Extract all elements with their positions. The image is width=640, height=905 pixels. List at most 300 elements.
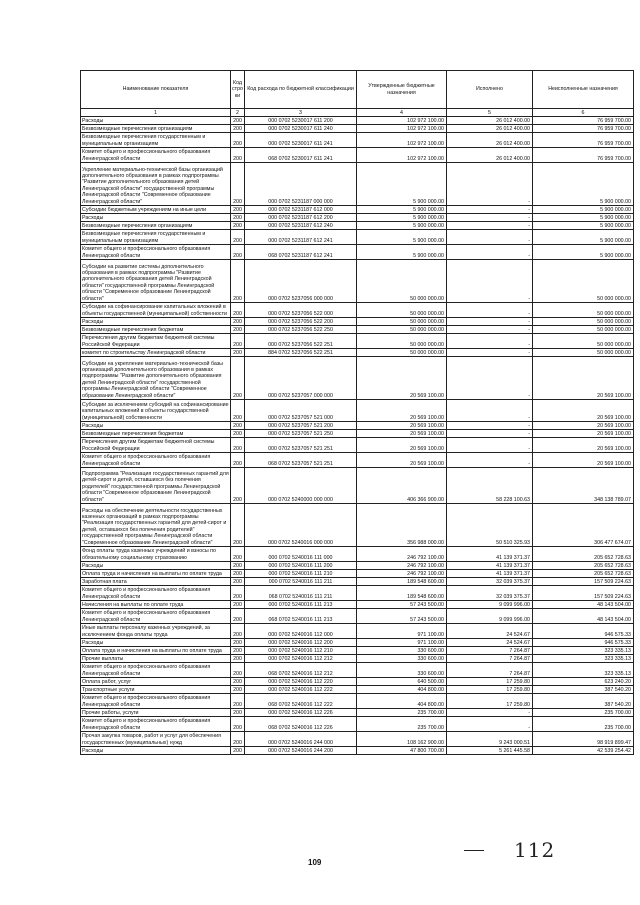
row-executed-amount: -: [447, 260, 533, 303]
row-line-code: 200: [231, 163, 245, 206]
handwritten-dash: [464, 850, 484, 851]
row-budget-code: 000 0702 5240016 244 200: [245, 747, 357, 755]
row-executed-amount: -: [447, 214, 533, 222]
row-approved-amount: 102 972 100.00: [357, 148, 447, 163]
row-budget-code: 000 0702 5240016 112 226: [245, 709, 357, 717]
row-name: Субсидии на софинансирование капитальных вложений в объекты государственной (муниципальной) собственности: [81, 303, 231, 318]
table-row: [81, 586, 634, 601]
row-name: Комитет общего и профессионального образования Ленинградской области: [81, 245, 231, 260]
row-name: Заработная плата: [81, 578, 231, 586]
row-approved-amount: 189 548 600.00: [357, 578, 447, 586]
row-unexecuted-amount: 48 143 504.00: [533, 601, 634, 609]
header-executed: Исполнено: [447, 71, 533, 109]
row-name: Комитет общего и профессионального образования Ленинградской области: [81, 694, 231, 709]
row-budget-code: 000 0702 5240016 111 213: [245, 601, 357, 609]
row-approved-amount: 57 243 500.00: [357, 609, 447, 624]
row-approved-amount: 20 569 100.00: [357, 422, 447, 430]
table-row: [81, 318, 634, 326]
row-line-code: 200: [231, 578, 245, 586]
row-approved-amount: 356 988 000.00: [357, 504, 447, 547]
row-executed-amount: -: [447, 357, 533, 400]
table-row: [81, 453, 634, 468]
row-approved-amount: 406 366 900.00: [357, 468, 447, 504]
row-budget-code: 000 0702 5237056 522 200: [245, 318, 357, 326]
row-approved-amount: 20 569 100.00: [357, 357, 447, 400]
row-executed-amount: 24 524.67: [447, 639, 533, 647]
table-header: [81, 71, 634, 117]
row-budget-code: 000 0702 5231187 000 000: [245, 163, 357, 206]
row-approved-amount: 102 972 100.00: [357, 125, 447, 133]
table-row: [81, 570, 634, 578]
row-line-code: 200: [231, 570, 245, 578]
row-approved-amount: 108 162 900.00: [357, 732, 447, 747]
table-row: [81, 717, 634, 732]
row-unexecuted-amount: 20 569 100.00: [533, 438, 634, 453]
row-budget-code: 000 0702 5240016 244 000: [245, 732, 357, 747]
col-number: 6: [533, 109, 634, 117]
row-unexecuted-amount: 20 569 100.00: [533, 357, 634, 400]
row-name: Оплата труда и начисления на выплаты по оплате труда: [81, 570, 231, 578]
row-line-code: 200: [231, 504, 245, 547]
row-executed-amount: 41 139 371.37: [447, 547, 533, 562]
row-line-code: 200: [231, 747, 245, 755]
row-name: Перечисления другим бюджетам бюджетной системы Российской Федерации: [81, 334, 231, 349]
row-executed-amount: 32 039 375.37: [447, 586, 533, 601]
table-row: [81, 601, 634, 609]
row-line-code: 200: [231, 422, 245, 430]
row-executed-amount: -: [447, 318, 533, 326]
row-budget-code: 000 0702 5237056 522 251: [245, 334, 357, 349]
row-line-code: 200: [231, 357, 245, 400]
row-unexecuted-amount: 50 000 000.00: [533, 349, 634, 357]
row-line-code: 200: [231, 562, 245, 570]
row-name: Прочая закупка товаров, работ и услуг для обеспечения государственных (муниципальных) нужд: [81, 732, 231, 747]
row-approved-amount: 20 569 100.00: [357, 430, 447, 438]
row-name: Субсидии на укрепление материально-технической базы организаций дополнительного образования в рамках подпрограммы "Развитие дополнительного образования детей Ленинградской области" государственной программы Ленинградской области "Современное образование Ленинградской области": [81, 357, 231, 400]
row-approved-amount: 330 600.00: [357, 647, 447, 655]
row-budget-code: 068 0702 5240016 111 213: [245, 609, 357, 624]
table-row: [81, 609, 634, 624]
row-executed-amount: 17 259.80: [447, 694, 533, 709]
row-approved-amount: 971 100.00: [357, 639, 447, 647]
row-name: Прочие выплаты: [81, 655, 231, 663]
row-executed-amount: 26 012 400.00: [447, 148, 533, 163]
col-number: 5: [447, 109, 533, 117]
row-executed-amount: 9 099 996.00: [447, 609, 533, 624]
row-line-code: 200: [231, 468, 245, 504]
table-row: [81, 547, 634, 562]
row-unexecuted-amount: 5 900 000.00: [533, 206, 634, 214]
col-number: 1: [81, 109, 231, 117]
row-executed-amount: 50 510 325.93: [447, 504, 533, 547]
row-approved-amount: 971 100.00: [357, 624, 447, 639]
row-budget-code: 000 0702 5230017 611 240: [245, 125, 357, 133]
row-approved-amount: 57 243 500.00: [357, 601, 447, 609]
table-row: [81, 639, 634, 647]
header-name: Наименование показателя: [81, 71, 231, 109]
row-name: Расходы: [81, 117, 231, 125]
row-budget-code: 000 0702 5237056 522 000: [245, 303, 357, 318]
row-budget-code: 068 0702 5240016 112 222: [245, 694, 357, 709]
row-line-code: 200: [231, 438, 245, 453]
row-unexecuted-amount: 5 900 000.00: [533, 163, 634, 206]
row-executed-amount: 32 039 375.37: [447, 578, 533, 586]
row-line-code: 200: [231, 547, 245, 562]
row-name: Комитет общего и профессионального образования Ленинградской области: [81, 717, 231, 732]
col-number: 2: [231, 109, 245, 117]
table-row: [81, 438, 634, 453]
table-row: [81, 709, 634, 717]
row-approved-amount: 20 569 100.00: [357, 438, 447, 453]
row-budget-code: 000 0702 5240016 112 210: [245, 647, 357, 655]
row-approved-amount: 330 600.00: [357, 655, 447, 663]
table-row: [81, 647, 634, 655]
header-approved: Утвержденные бюджетные назначения: [357, 71, 447, 109]
row-name: Комитет общего и профессионального образования Ленинградской области: [81, 453, 231, 468]
header-code: Код стро ки: [231, 71, 245, 109]
row-name: Субсидии за исключением субсидий на софинансирование капитальных вложений в объекты государственной (муниципальной) собственности: [81, 400, 231, 422]
row-executed-amount: 26 012 400.00: [447, 117, 533, 125]
row-approved-amount: 5 900 000.00: [357, 214, 447, 222]
row-name: Транспортные услуги: [81, 686, 231, 694]
row-name: Безвозмездные перечисления бюджетам: [81, 326, 231, 334]
row-approved-amount: 50 000 000.00: [357, 318, 447, 326]
row-name: Безвозмездные перечисления организациям: [81, 222, 231, 230]
table-row: [81, 422, 634, 430]
row-executed-amount: 9 243 000.51: [447, 732, 533, 747]
row-line-code: 200: [231, 230, 245, 245]
row-approved-amount: 102 972 100.00: [357, 133, 447, 148]
row-name: Субсидии бюджетным учреждениям на иные цели: [81, 206, 231, 214]
row-approved-amount: 246 792 100.00: [357, 562, 447, 570]
row-unexecuted-amount: 50 000 000.00: [533, 334, 634, 349]
row-budget-code: 000 0702 5240000 000 000: [245, 468, 357, 504]
row-executed-amount: 58 228 100.63: [447, 468, 533, 504]
row-line-code: 200: [231, 303, 245, 318]
row-budget-code: 068 0702 5231187 612 241: [245, 245, 357, 260]
table-row: [81, 326, 634, 334]
row-approved-amount: 20 569 100.00: [357, 400, 447, 422]
row-unexecuted-amount: 946 575.33: [533, 624, 634, 639]
row-approved-amount: 47 800 700.00: [357, 747, 447, 755]
row-approved-amount: 246 792 100.00: [357, 570, 447, 578]
row-unexecuted-amount: 50 000 000.00: [533, 326, 634, 334]
table-row: [81, 303, 634, 318]
row-budget-code: 000 0702 5237056 522 250: [245, 326, 357, 334]
row-name: Расходы: [81, 562, 231, 570]
row-unexecuted-amount: 5 900 000.00: [533, 222, 634, 230]
row-executed-amount: 24 524.67: [447, 624, 533, 639]
row-line-code: 200: [231, 609, 245, 624]
row-budget-code: 000 0702 5231187 612 200: [245, 214, 357, 222]
row-executed-amount: 7 264.87: [447, 663, 533, 678]
row-line-code: 200: [231, 326, 245, 334]
row-executed-amount: 17 259.80: [447, 678, 533, 686]
table-row: [81, 230, 634, 245]
row-line-code: 200: [231, 133, 245, 148]
row-line-code: 200: [231, 430, 245, 438]
row-executed-amount: 9 099 996.00: [447, 601, 533, 609]
row-unexecuted-amount: 235 700.00: [533, 717, 634, 732]
row-approved-amount: 50 000 000.00: [357, 260, 447, 303]
row-approved-amount: 5 900 000.00: [357, 222, 447, 230]
row-line-code: 200: [231, 334, 245, 349]
row-line-code: 200: [231, 709, 245, 717]
row-approved-amount: 189 548 600.00: [357, 586, 447, 601]
row-unexecuted-amount: 348 138 789.07: [533, 468, 634, 504]
row-name: Субсидии на развитие системы дополнительного образования в рамках подпрограммы "Развитие дополнительного образования детей Ленинградской области" государственной программы Ленинградской области "Современное образование Ленинградской области": [81, 260, 231, 303]
row-executed-amount: -: [447, 430, 533, 438]
row-approved-amount: 20 569 100.00: [357, 453, 447, 468]
column-number-row: [81, 109, 634, 117]
row-line-code: 200: [231, 260, 245, 303]
row-executed-amount: -: [447, 303, 533, 318]
row-name: Укрепление материально-технической базы организаций дополнительного образования в рамках подпрограммы "Развитие дополнительного образования детей Ленинградской области" государственной программы Ленинградской области "Современное образование Ленинградской области": [81, 163, 231, 206]
row-line-code: 200: [231, 663, 245, 678]
row-budget-code: 000 0702 5240016 112 000: [245, 624, 357, 639]
table-row: [81, 206, 634, 214]
table-row: [81, 334, 634, 349]
row-budget-code: 068 0702 5240016 112 212: [245, 663, 357, 678]
row-budget-code: 000 0702 5240016 111 000: [245, 547, 357, 562]
row-approved-amount: 5 900 000.00: [357, 206, 447, 214]
table-row: [81, 133, 634, 148]
row-unexecuted-amount: 235 700.00: [533, 709, 634, 717]
table-row: [81, 562, 634, 570]
row-line-code: 200: [231, 206, 245, 214]
row-approved-amount: 5 900 000.00: [357, 230, 447, 245]
row-unexecuted-amount: 50 000 000.00: [533, 303, 634, 318]
row-budget-code: 068 0702 5237057 521 251: [245, 453, 357, 468]
row-executed-amount: -: [447, 400, 533, 422]
table-row: [81, 125, 634, 133]
col-number: 3: [245, 109, 357, 117]
row-name: Оплата работ, услуг: [81, 678, 231, 686]
row-approved-amount: 50 000 000.00: [357, 303, 447, 318]
row-line-code: 200: [231, 349, 245, 357]
row-executed-amount: -: [447, 163, 533, 206]
row-line-code: 200: [231, 586, 245, 601]
row-unexecuted-amount: 76 959 700.00: [533, 148, 634, 163]
row-unexecuted-amount: 20 569 100.00: [533, 422, 634, 430]
row-budget-code: 000 0702 5237057 521 251: [245, 438, 357, 453]
row-name: Комитет общего и профессионального образования Ленинградской области: [81, 609, 231, 624]
row-line-code: 200: [231, 453, 245, 468]
row-approved-amount: 102 972 100.00: [357, 117, 447, 125]
row-unexecuted-amount: 76 959 700.00: [533, 133, 634, 148]
row-line-code: 200: [231, 717, 245, 732]
table-row: [81, 357, 634, 400]
row-unexecuted-amount: 205 652 728.63: [533, 570, 634, 578]
row-budget-code: 068 0702 5240016 111 211: [245, 586, 357, 601]
row-executed-amount: 26 012 400.00: [447, 125, 533, 133]
row-executed-amount: -: [447, 206, 533, 214]
row-approved-amount: 246 792 100.00: [357, 547, 447, 562]
table-row: [81, 222, 634, 230]
row-executed-amount: 7 264.87: [447, 647, 533, 655]
row-executed-amount: -: [447, 717, 533, 732]
row-unexecuted-amount: 387 540.20: [533, 694, 634, 709]
row-name: Комитет общего и профессионального образования Ленинградской области: [81, 148, 231, 163]
row-name: Иные выплаты персоналу казенных учреждений, за исключением фонда оплаты труда: [81, 624, 231, 639]
row-line-code: 200: [231, 678, 245, 686]
row-budget-code: 000 0702 5231187 612 241: [245, 230, 357, 245]
row-name: Безвозмездные перечисления государственным и муниципальным организациям: [81, 230, 231, 245]
row-name: Начисления на выплаты по оплате труда: [81, 601, 231, 609]
budget-execution-table: [80, 70, 634, 755]
page-number: 109: [308, 858, 322, 867]
row-budget-code: 068 0702 5240016 112 226: [245, 717, 357, 732]
row-unexecuted-amount: 323 335.13: [533, 655, 634, 663]
row-unexecuted-amount: 387 540.20: [533, 686, 634, 694]
row-name: Оплата труда и начисления на выплаты по оплате труда: [81, 647, 231, 655]
row-budget-code: 000 0702 5230017 611 241: [245, 133, 357, 148]
budget-report-sheet: [80, 70, 633, 755]
table-row: [81, 663, 634, 678]
row-name: Безвозмездные перечисления организациям: [81, 125, 231, 133]
row-unexecuted-amount: 5 900 000.00: [533, 230, 634, 245]
table-row: [81, 578, 634, 586]
row-budget-code: 068 0702 5230017 611 241: [245, 148, 357, 163]
row-line-code: 200: [231, 639, 245, 647]
row-name: Комитет общего и профессионального образования Ленинградской области: [81, 663, 231, 678]
table-row: [81, 163, 634, 206]
row-budget-code: 000 0702 5237056 000 000: [245, 260, 357, 303]
table-row: [81, 655, 634, 663]
row-budget-code: 000 0702 5237057 521 250: [245, 430, 357, 438]
row-executed-amount: -: [447, 230, 533, 245]
table-row: [81, 686, 634, 694]
row-name: Подпрограмма "Реализация государственных гарантий для детей-сирот и детей, оставшихся без попечения родителей" государственной программы Ленинградской области "Современное образование Ленинградской области": [81, 468, 231, 504]
row-line-code: 200: [231, 400, 245, 422]
row-budget-code: 000 0702 5237057 521 200: [245, 422, 357, 430]
row-budget-code: 000 0702 5237057 000 000: [245, 357, 357, 400]
row-unexecuted-amount: 98 919 899.47: [533, 732, 634, 747]
row-unexecuted-amount: 5 900 000.00: [533, 245, 634, 260]
table-row: [81, 678, 634, 686]
header-unexecuted: Неисполненные назначения: [533, 71, 634, 109]
row-name: Фонд оплаты труда казенных учреждений и взносы по обязательному социальному страхованию: [81, 547, 231, 562]
table-row: [81, 349, 634, 357]
row-line-code: 200: [231, 214, 245, 222]
row-name: комитет по строительству Ленинградской области: [81, 349, 231, 357]
table-row: [81, 694, 634, 709]
row-approved-amount: 235 700.00: [357, 717, 447, 732]
row-unexecuted-amount: 323 335.13: [533, 647, 634, 655]
row-executed-amount: -: [447, 222, 533, 230]
row-approved-amount: 50 000 000.00: [357, 326, 447, 334]
row-unexecuted-amount: 623 240.20: [533, 678, 634, 686]
row-unexecuted-amount: 157 509 224.63: [533, 586, 634, 601]
row-unexecuted-amount: 157 509 224.63: [533, 578, 634, 586]
row-unexecuted-amount: 76 959 700.00: [533, 125, 634, 133]
table-row: [81, 400, 634, 422]
row-unexecuted-amount: 5 900 000.00: [533, 214, 634, 222]
row-unexecuted-amount: 323 335.13: [533, 663, 634, 678]
row-line-code: 200: [231, 732, 245, 747]
table-row: [81, 504, 634, 547]
row-budget-code: 000 0702 5240016 111 211: [245, 578, 357, 586]
row-unexecuted-amount: 48 143 504.00: [533, 609, 634, 624]
row-executed-amount: -: [447, 709, 533, 717]
row-approved-amount: 5 900 000.00: [357, 245, 447, 260]
table-row: [81, 747, 634, 755]
row-executed-amount: 41 139 371.37: [447, 570, 533, 578]
row-name: Безвозмездные перечисления бюджетам: [81, 430, 231, 438]
table-row: [81, 732, 634, 747]
row-line-code: 200: [231, 601, 245, 609]
row-name: Комитет общего и профессионального образования Ленинградской области: [81, 586, 231, 601]
row-unexecuted-amount: 946 575.33: [533, 639, 634, 647]
row-line-code: 200: [231, 318, 245, 326]
table-row: [81, 260, 634, 303]
row-budget-code: 000 0702 5231187 612 240: [245, 222, 357, 230]
row-line-code: 200: [231, 222, 245, 230]
row-approved-amount: 50 000 000.00: [357, 349, 447, 357]
row-budget-code: 000 0702 5240016 112 212: [245, 655, 357, 663]
table-row: [81, 624, 634, 639]
row-budget-code: 000 0702 5240016 000 000: [245, 504, 357, 547]
row-name: Расходы: [81, 214, 231, 222]
row-name: Прочие работы, услуги: [81, 709, 231, 717]
row-line-code: 200: [231, 647, 245, 655]
row-name: Расходы: [81, 318, 231, 326]
row-approved-amount: 404 800.00: [357, 686, 447, 694]
row-unexecuted-amount: 205 652 728.63: [533, 547, 634, 562]
table-row: [81, 214, 634, 222]
row-unexecuted-amount: 50 000 000.00: [533, 260, 634, 303]
row-approved-amount: 404 800.00: [357, 694, 447, 709]
row-executed-amount: 5 261 445.58: [447, 747, 533, 755]
row-unexecuted-amount: 20 569 100.00: [533, 400, 634, 422]
row-executed-amount: -: [447, 326, 533, 334]
row-executed-amount: -: [447, 334, 533, 349]
row-unexecuted-amount: 306 477 674.07: [533, 504, 634, 547]
row-line-code: 200: [231, 245, 245, 260]
row-line-code: 200: [231, 655, 245, 663]
row-budget-code: 000 0702 5240016 111 210: [245, 570, 357, 578]
row-name: Расходы: [81, 422, 231, 430]
row-line-code: 200: [231, 117, 245, 125]
row-line-code: 200: [231, 148, 245, 163]
row-line-code: 200: [231, 694, 245, 709]
row-executed-amount: -: [447, 245, 533, 260]
col-number: 4: [357, 109, 447, 117]
row-budget-code: 000 0702 5240016 112 222: [245, 686, 357, 694]
row-budget-code: 000 0702 5240016 112 220: [245, 678, 357, 686]
row-unexecuted-amount: 20 569 100.00: [533, 430, 634, 438]
row-executed-amount: -: [447, 453, 533, 468]
row-budget-code: 000 0702 5237057 521 000: [245, 400, 357, 422]
row-unexecuted-amount: 76 959 700.00: [533, 117, 634, 125]
table-row: [81, 117, 634, 125]
row-unexecuted-amount: 42 539 254.42: [533, 747, 634, 755]
row-executed-amount: 26 012 400.00: [447, 133, 533, 148]
row-executed-amount: -: [447, 438, 533, 453]
table-row: [81, 430, 634, 438]
row-budget-code: 884 0702 5237056 522 251: [245, 349, 357, 357]
row-executed-amount: 41 139 371.37: [447, 562, 533, 570]
row-line-code: 200: [231, 125, 245, 133]
row-approved-amount: 640 500.00: [357, 678, 447, 686]
row-approved-amount: 5 900 000.00: [357, 163, 447, 206]
row-executed-amount: -: [447, 349, 533, 357]
row-approved-amount: 330 600.00: [357, 663, 447, 678]
row-budget-code: 000 0702 5230017 611 200: [245, 117, 357, 125]
row-unexecuted-amount: 20 569 100.00: [533, 453, 634, 468]
row-approved-amount: 50 000 000.00: [357, 334, 447, 349]
row-name: Перечисления другим бюджетам бюджетной системы Российской Федерации: [81, 438, 231, 453]
